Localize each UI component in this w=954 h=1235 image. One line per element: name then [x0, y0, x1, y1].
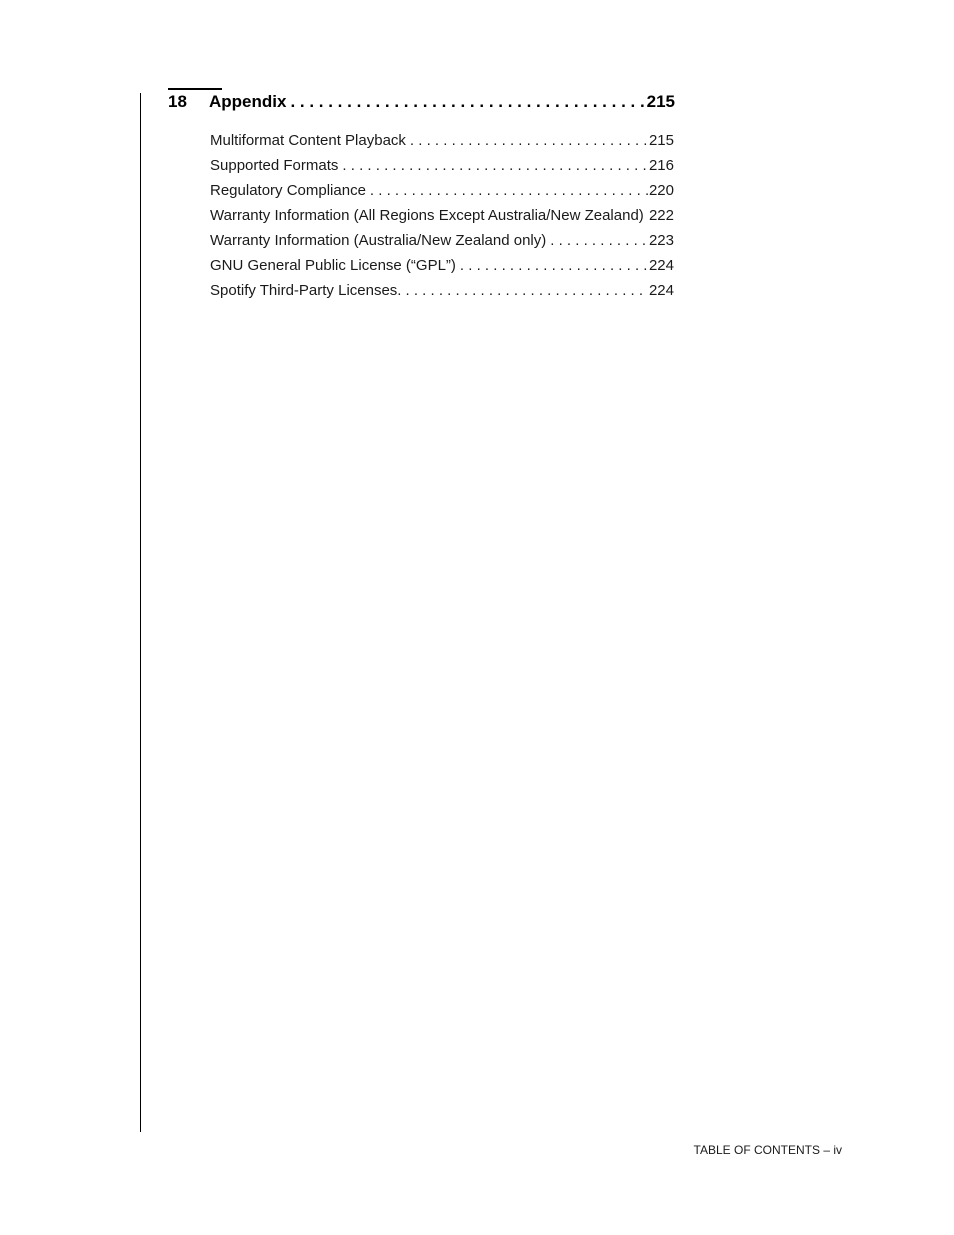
toc-entry-page: 224	[648, 257, 674, 274]
toc-entry[interactable]	[210, 153, 674, 178]
toc-entry-label: Multiformat Content Playback	[210, 132, 406, 149]
dot-leader	[405, 278, 647, 303]
toc-entry[interactable]	[210, 128, 674, 153]
chapter-number: 18	[168, 92, 187, 111]
dot-leader	[460, 253, 648, 278]
toc-entry-label: Warranty Information (All Regions Except Australia/New Zealand)	[210, 207, 644, 224]
toc-entry-label: Warranty Information (Australia/New Zealand only)	[210, 232, 547, 249]
toc-entry-page: 220	[648, 182, 674, 199]
toc-entry-page: 222	[648, 207, 674, 224]
chapter-rule	[168, 88, 222, 90]
toc-entry[interactable]	[210, 178, 674, 203]
toc-entry[interactable]	[210, 253, 674, 278]
chapter-page-number: 215	[646, 92, 675, 111]
toc-entry[interactable]	[210, 278, 674, 303]
dot-leader	[290, 92, 644, 112]
toc-entry[interactable]	[210, 203, 674, 228]
toc-entry-label: Spotify Third-Party Licenses.	[210, 282, 402, 299]
toc-entry-label: GNU General Public License (“GPL”)	[210, 257, 456, 274]
toc-entry-page: 215	[648, 132, 674, 149]
dot-leader	[550, 228, 648, 253]
toc-entry-label: Regulatory Compliance	[210, 182, 366, 199]
toc-entry[interactable]	[210, 228, 674, 253]
toc-entry-page: 224	[648, 282, 674, 299]
toc-entry-page: 223	[648, 232, 674, 249]
chapter-title: Appendix	[209, 92, 287, 111]
dot-leader	[410, 128, 648, 153]
toc-entry-label: Supported Formats	[210, 157, 339, 174]
dot-leader	[342, 153, 648, 178]
page-footer: TABLE OF CONTENTS – iv	[693, 1143, 842, 1157]
chapter-heading[interactable]	[168, 92, 675, 116]
margin-rule	[140, 93, 141, 1132]
dot-leader	[370, 178, 648, 203]
toc-entry-list	[210, 128, 674, 303]
toc-entry-page: 216	[648, 157, 674, 174]
